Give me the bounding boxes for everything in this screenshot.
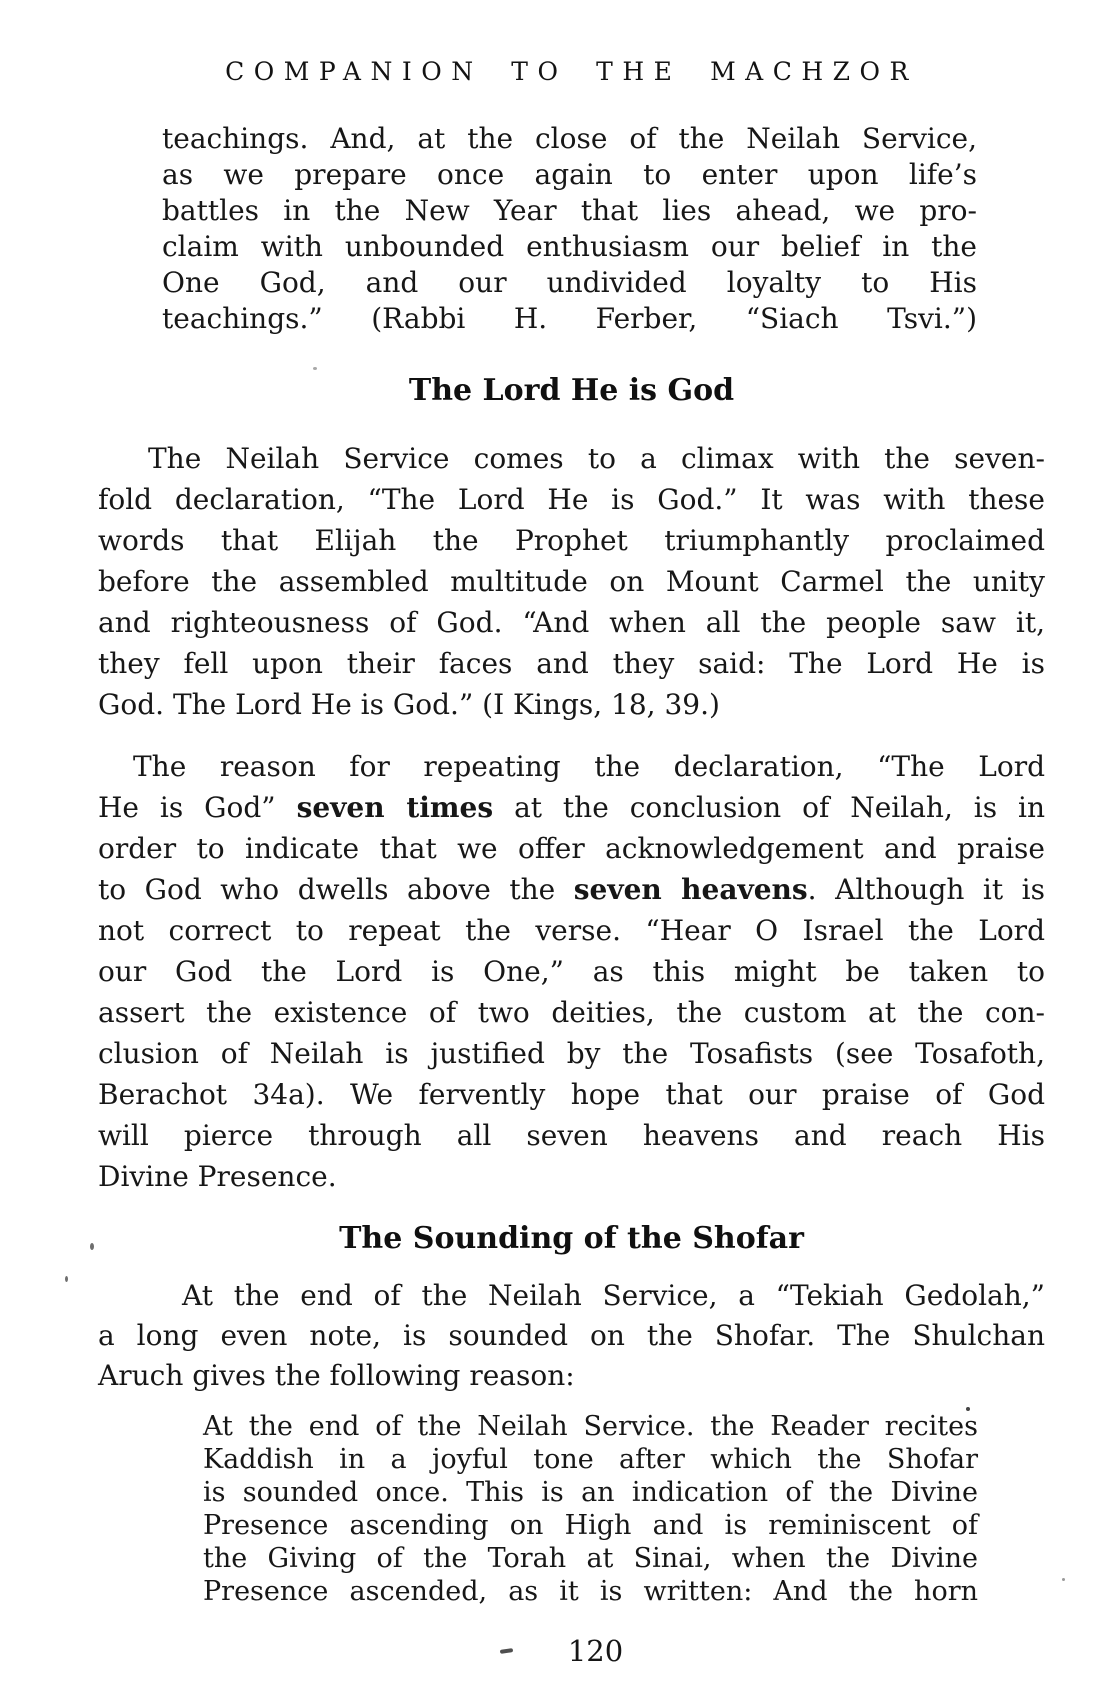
text-line: to God who dwells above the seven heavens. Although it is [98, 873, 1045, 906]
heading-the-lord-he-is-god: The Lord He is God [408, 373, 735, 408]
text-line: will pierce through all seven heavens and reach His [98, 1119, 1045, 1152]
paragraph-neilah-climax [98, 438, 1045, 725]
text-line: Berachot 34a). We fervently hope that our praise of God [98, 1078, 1045, 1111]
text-line: as we prepare once again to enter upon life’s [162, 158, 977, 191]
text-line: teachings. And, at the close of the Neilah Service, [162, 122, 977, 155]
text-line: words that Elijah the Prophet triumphantly proclaimed [98, 524, 1045, 557]
paragraph-tekiah-gedolah [98, 1276, 1045, 1396]
page-footer [98, 1634, 1045, 1668]
blockquote-shulchan-aruch [203, 1410, 978, 1608]
text-line: The Neilah Service comes to a climax with the seven- [148, 442, 1045, 475]
page-number: 120 [567, 1634, 624, 1668]
scan-artifact [90, 1243, 94, 1250]
text-line: and righteousness of God. “And when all the people saw it, [98, 606, 1045, 639]
text-line: Aruch gives the following reason: [98, 1359, 575, 1392]
text-line: not correct to repeat the verse. “Hear O Israel the Lord [98, 914, 1045, 947]
scan-artifact [966, 1407, 970, 1411]
running-head-title: COMPANION TO THE MACHZOR [225, 57, 918, 86]
scan-artifact [1062, 1578, 1065, 1581]
text-line: He is God” seven times at the conclusion of Neilah, is in [98, 791, 1046, 824]
text-line: before the assembled multitude on Mount Carmel the unity [98, 565, 1045, 598]
text-line: fold declaration, “The Lord He is God.” It was with these [98, 483, 1045, 516]
text-line: One God, and our undivided loyalty to His [162, 266, 977, 299]
running-head [98, 57, 1045, 86]
heading-sounding-of-the-shofar: The Sounding of the Shofar [339, 1221, 804, 1256]
text-line: assert the existence of two deities, the custom at the con- [98, 996, 1045, 1029]
scan-artifact [313, 367, 317, 370]
paragraph-repeating-reason [98, 746, 1045, 1197]
text-line: claim with unbounded enthusiasm our belief in the [162, 230, 977, 263]
text-line: At the end of the Neilah Service, a “Tekiah Gedolah,” [182, 1279, 1045, 1312]
text-line: our God the Lord is One,” as this might be taken to [98, 955, 1045, 988]
scan-artifact [65, 1276, 68, 1282]
text-line: The reason for repeating the declaration, “The Lord [133, 750, 1045, 783]
text-line: Kaddish in a joyful tone after which the Shofar [203, 1444, 978, 1475]
text-line: God. The Lord He is God.” (I Kings, 18, 39.) [98, 688, 720, 721]
text-line: At the end of the Neilah Service. the Reader recites [203, 1411, 978, 1442]
text-line: is sounded once. This is an indication of the Divine [203, 1477, 978, 1508]
text-line: the Giving of the Torah at Sinai, when the Divine [203, 1543, 978, 1574]
text-line: teachings.” (Rabbi H. Ferber, “Siach Tsvi.”) [162, 302, 977, 335]
text-line: they fell upon their faces and they said: The Lord He is [98, 647, 1045, 680]
text-line: battles in the New Year that lies ahead, we pro- [162, 194, 977, 227]
text-line: Presence ascending on High and is reminiscent of [203, 1510, 978, 1541]
paragraph-continuation [162, 121, 977, 337]
text-line: Presence ascended, as it is written: And the horn [203, 1576, 978, 1607]
text-line: Divine Presence. [98, 1160, 337, 1193]
text-line: order to indicate that we offer acknowledgement and praise [98, 832, 1045, 865]
text-line: a long even note, is sounded on the Shofar. The Shulchan [98, 1319, 1045, 1352]
text-line: clusion of Neilah is justified by the Tosafists (see Tosafoth, [98, 1037, 1045, 1070]
